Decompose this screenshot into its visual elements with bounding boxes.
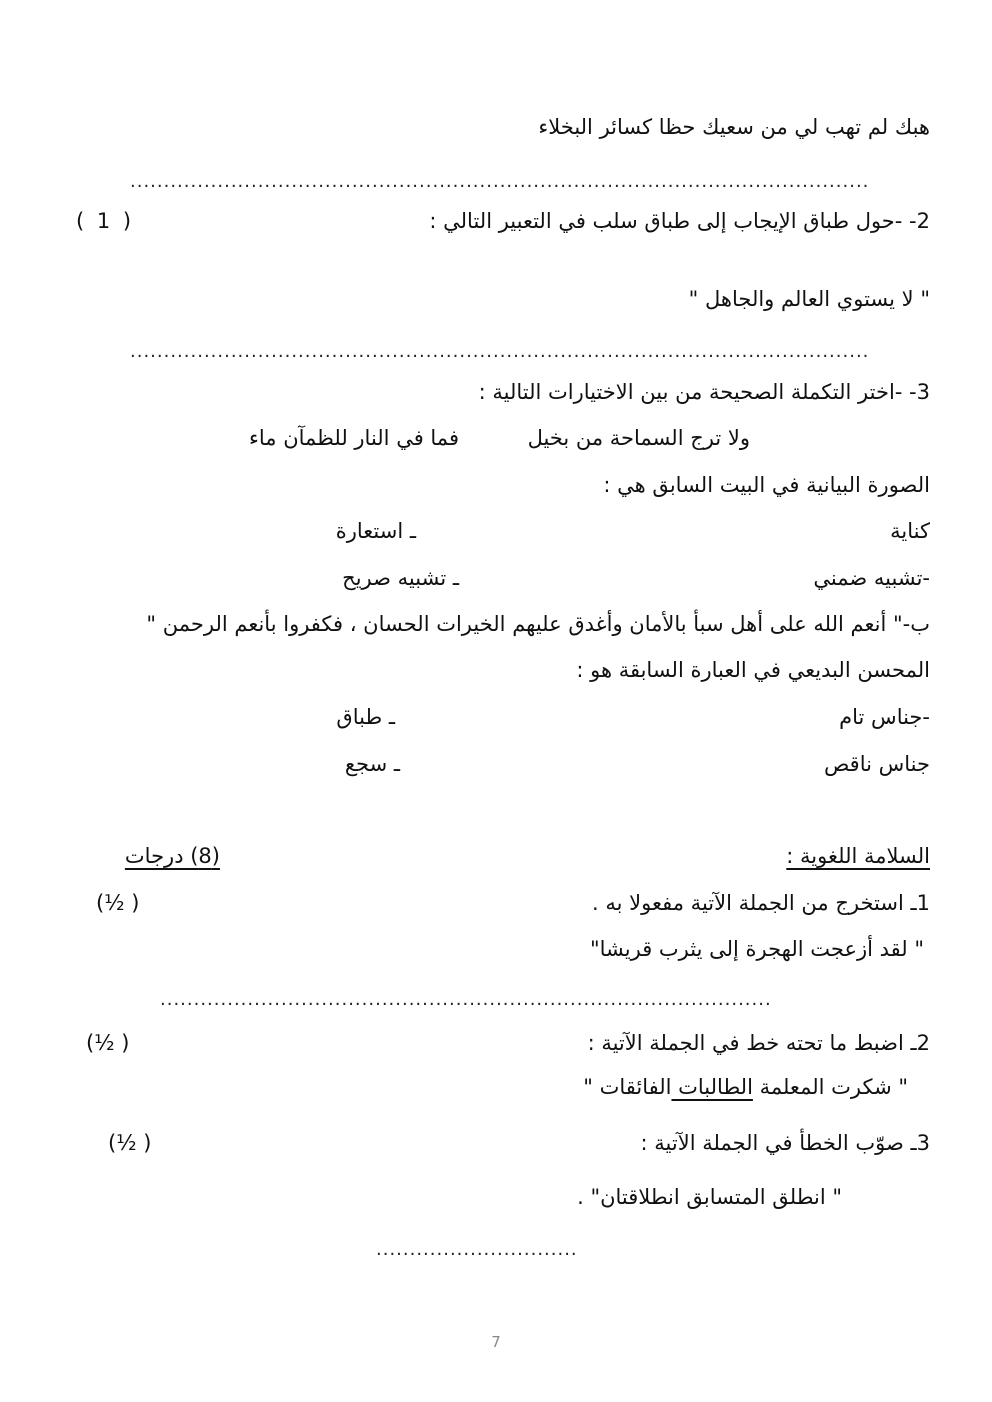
question-2-text: 2- -حول طباق الإيجاب إلى طباق سلب في التعبير التالي : xyxy=(429,209,930,233)
section-item-1-mark: (½ ) xyxy=(96,891,140,915)
answer-dots-2: .............................................................................................................. xyxy=(130,342,870,362)
question-3-prompt: الصورة البيانية في البيت السابق هي : xyxy=(603,473,930,497)
page-number: 7 xyxy=(491,1333,501,1351)
option-jinas-tam: -جناس تام xyxy=(839,705,930,729)
answer-dots-1: .............................................................................................................. xyxy=(130,172,870,192)
verse-first-half: ولا ترج السماحة من بخيل xyxy=(527,426,750,450)
section-item-3-quote: " انطلق المتسابق انطلاقتان" . xyxy=(577,1185,842,1209)
option-saja: ـ سجع xyxy=(344,752,400,776)
underlined-word: الطالبات xyxy=(671,1075,753,1099)
answer-dots-3: ........................................................................................... xyxy=(160,990,772,1010)
section-item-2-quote xyxy=(583,1073,908,1101)
verse-line: هبك لم تهب لي من سعيك حظا كسائر البخلاء xyxy=(538,115,930,139)
option-kinaya: كناية xyxy=(890,519,930,543)
question-2-mark: ( 1 ) xyxy=(76,209,132,233)
verse-second-half: فما في النار للظمآن ماء xyxy=(249,426,459,450)
quote-start: " شكرت المعلمة xyxy=(752,1075,908,1099)
section-title: السلامة اللغوية : xyxy=(786,844,930,868)
option-jinas-naqis: جناس ناقص xyxy=(823,752,930,776)
question-3-text: 3- -اختر التكملة الصحيحة من بين الاختيارات التالية : xyxy=(478,380,930,404)
question-2-quote: " لا يستوي العالم والجاهل " xyxy=(688,287,930,311)
question-3b-text: ب-" أنعم الله على أهل سبأ بالأمان وأغدق عليهم الخيرات الحسان ، فكفروا بأنعم الرحمن " xyxy=(146,612,930,636)
section-grade: (8) درجات xyxy=(124,844,220,868)
section-item-1-text: 1ـ استخرج من الجملة الآتية مفعولا به . xyxy=(592,891,930,915)
section-item-3-text: 3ـ صوّب الخطأ في الجملة الآتية : xyxy=(640,1131,930,1155)
option-istiara: ـ استعارة xyxy=(335,519,416,543)
option-tashbih-dimni: -تشبيه ضمني xyxy=(813,566,930,590)
section-item-3-mark: (½ ) xyxy=(108,1131,152,1155)
question-3b-prompt: المحسن البديعي في العبارة السابقة هو : xyxy=(576,658,930,682)
option-tashbih-sarih: ـ تشبيه صريح xyxy=(342,566,459,590)
answer-dots-4: .............................. xyxy=(376,1240,578,1260)
section-item-2-mark: (½ ) xyxy=(86,1031,130,1055)
section-item-2-text: 2ـ اضبط ما تحته خط في الجملة الآتية : xyxy=(587,1031,930,1055)
option-tibaq: ـ طباق xyxy=(336,705,395,729)
quote-end: الفائقات " xyxy=(583,1075,672,1099)
section-item-1-quote: " لقد أزعجت الهجرة إلى يثرب قريشا" xyxy=(589,937,924,961)
